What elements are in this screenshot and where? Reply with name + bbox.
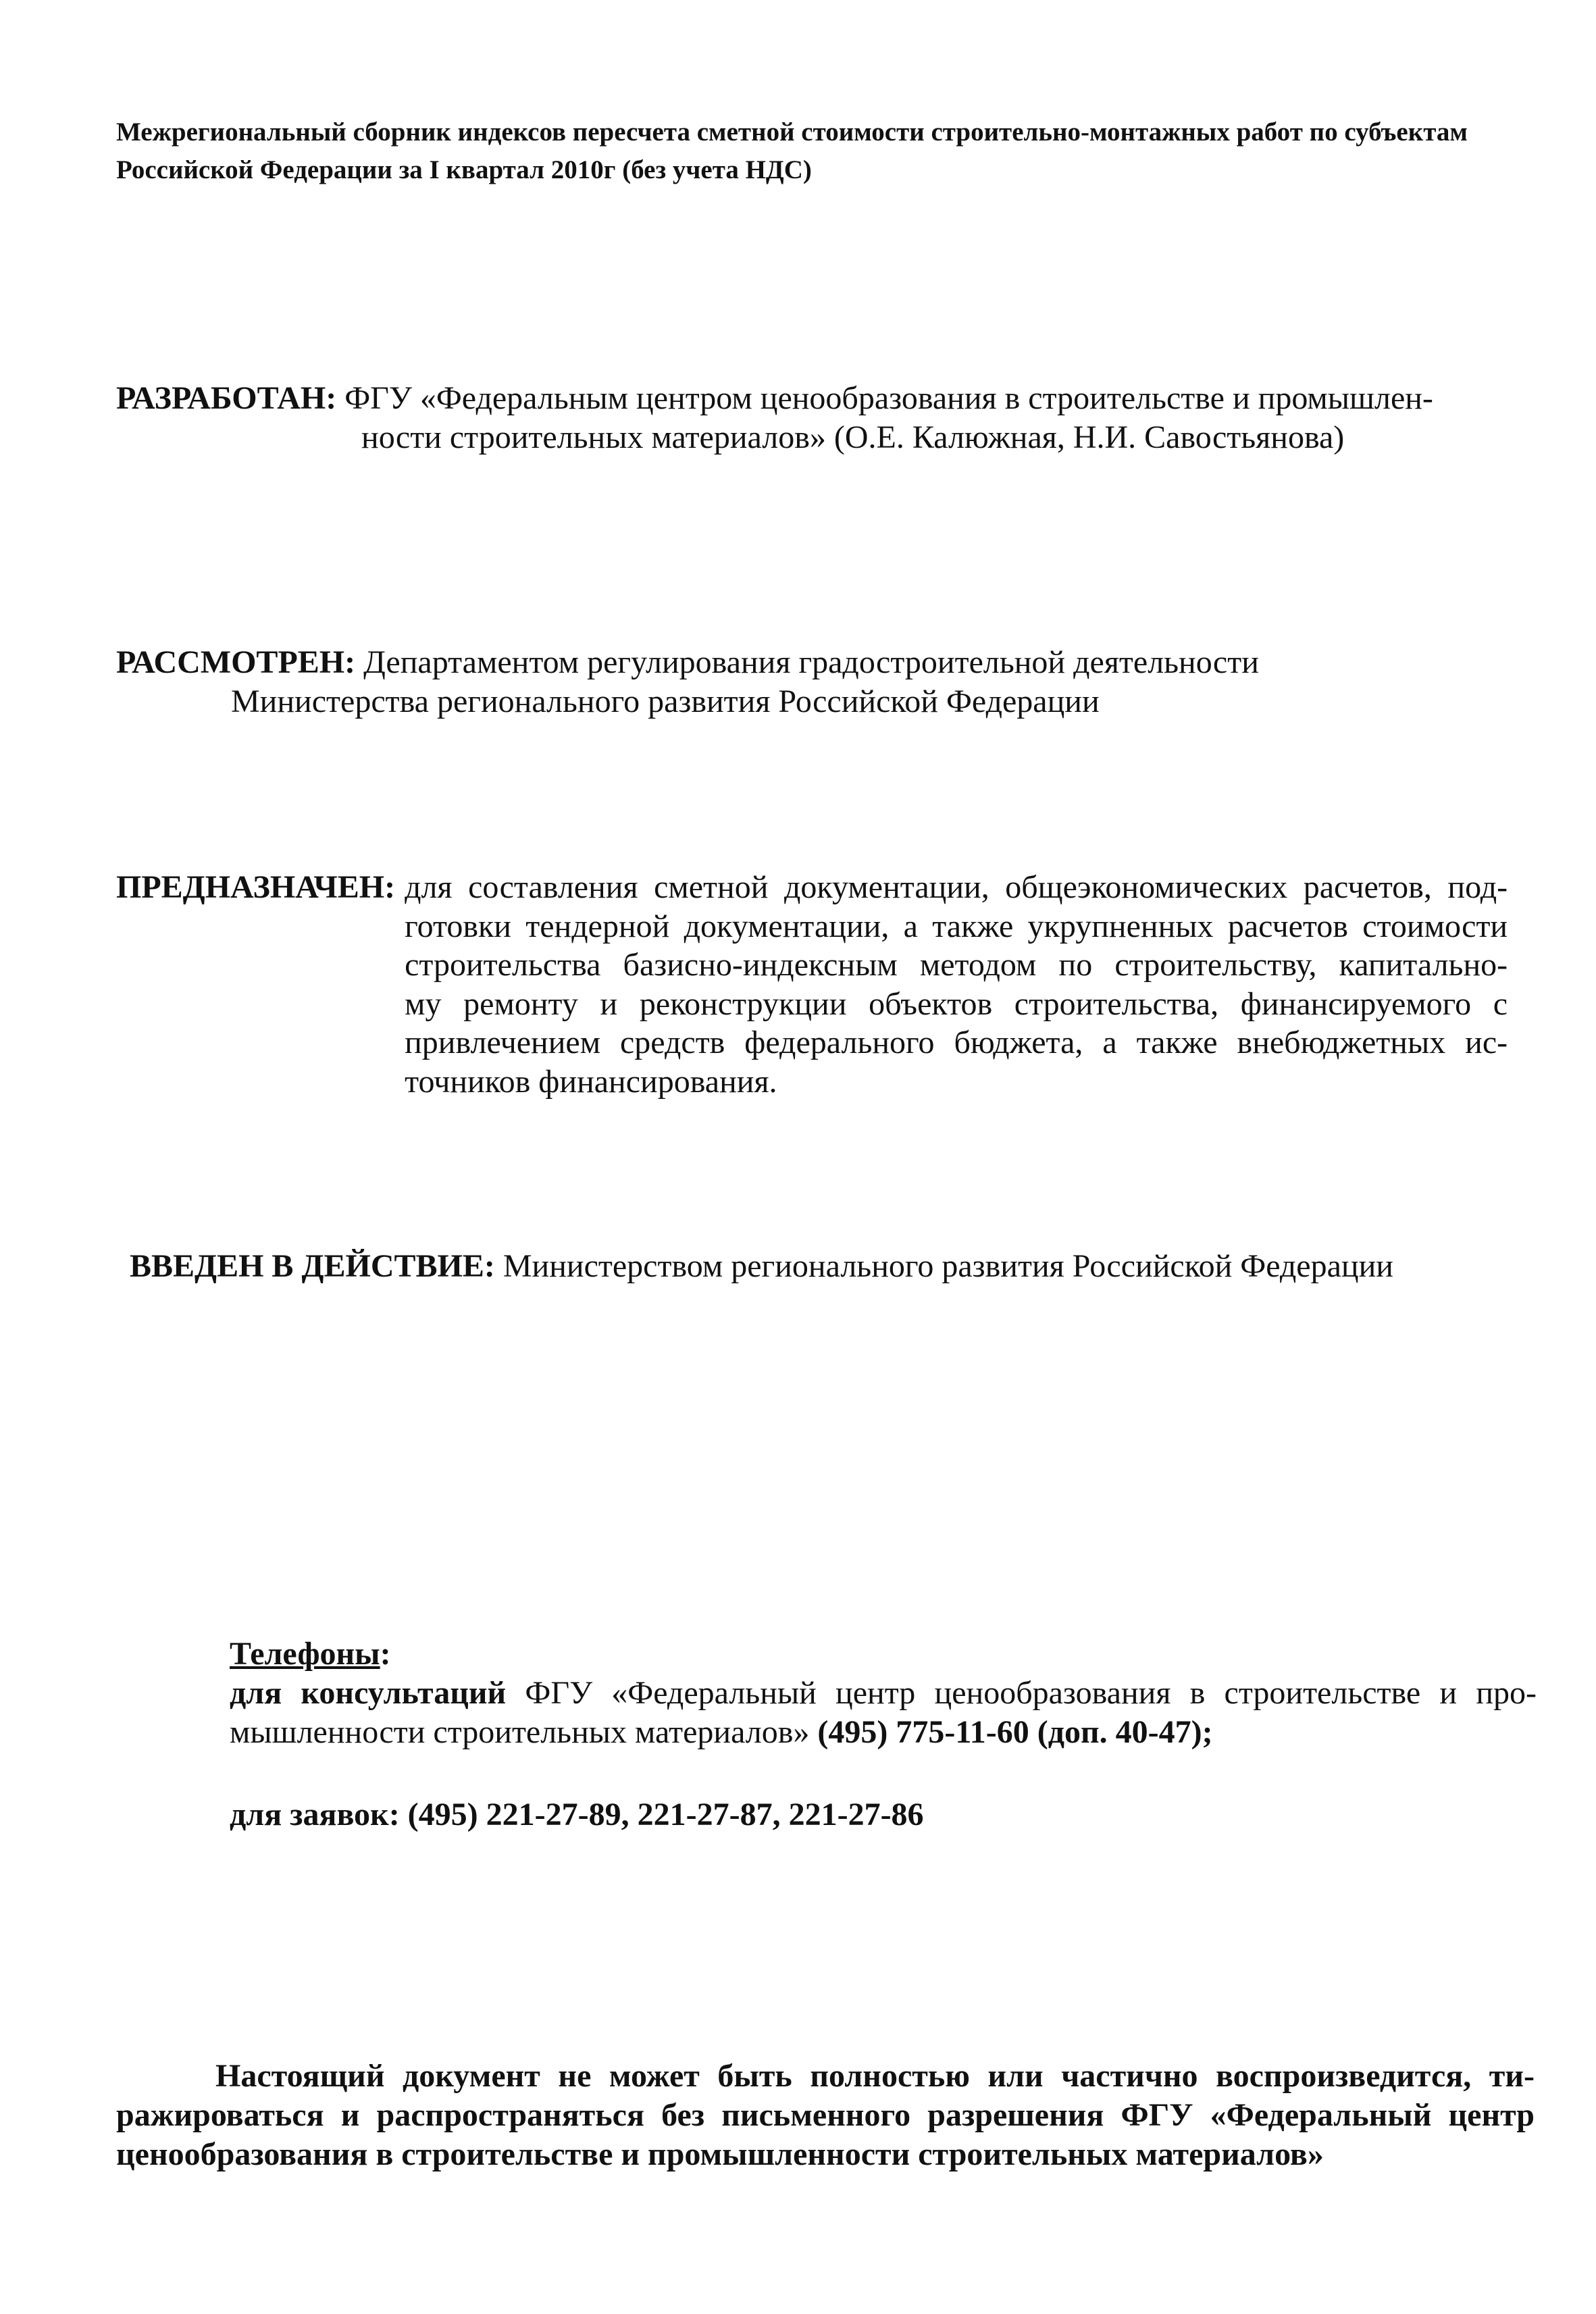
purpose-line: готовки тендерной документации, а также укрупненных расчетов стоимости	[405, 908, 1508, 944]
enacted-text: Министерством регионального развития Российской Федерации	[494, 1248, 1393, 1284]
purpose-section	[116, 868, 1535, 1101]
phones-title: Телефоны	[230, 1636, 380, 1672]
consult-label: для консультаций	[230, 1675, 507, 1711]
orders-phones: (495) 221-27-89, 221-27-87, 221-27-86	[407, 1797, 924, 1832]
consult-line-2-text: мышленности строительных материалов»	[230, 1714, 818, 1750]
notice-line-2: ражироваться и распространяться без письменного разрешения ФГУ «Федеральный центр	[116, 2097, 1535, 2133]
consult-text: ФГУ «Федеральный центр ценообразования в строительстве и про-	[506, 1675, 1537, 1711]
developed-line-1	[116, 379, 1535, 418]
enacted-label: ВВЕДЕН В ДЕЙСТВИЕ:	[130, 1248, 495, 1284]
consult-line-1	[230, 1674, 1537, 1713]
phones-title-colon: :	[380, 1636, 391, 1672]
enacted-section	[130, 1247, 1548, 1286]
developed-line-2: ности строительных материалов» (О.Е. Калюжная, Н.И. Савостьянова)	[361, 419, 1345, 455]
phones-section	[230, 1635, 1537, 1834]
developed-section	[116, 379, 1535, 457]
orders-line	[230, 1795, 1537, 1834]
reviewed-section	[116, 643, 1535, 721]
phones-title-line	[230, 1635, 1537, 1674]
notice-line-3: ценообразования в строительстве и промышленности строительных материалов»	[116, 2136, 1324, 2172]
copyright-notice	[116, 2057, 1535, 2174]
orders-label: для заявок:	[230, 1797, 408, 1832]
developed-text: ФГУ «Федеральным центром ценообразования в строительстве и промышлен-	[336, 380, 1433, 416]
purpose-label: ПРЕДНАЗНАЧЕН:	[116, 869, 396, 905]
consult-line-2	[230, 1713, 1537, 1752]
reviewed-text: Департаментом регулирования градостроительной деятельности	[355, 644, 1259, 680]
purpose-line: привлечением средств федерального бюджета, а также внебюджетных ис-	[405, 1025, 1508, 1060]
reviewed-line-2: Министерства регионального развития Российской Федерации	[231, 684, 1100, 719]
purpose-line: му ремонту и реконструкции объектов строительства, финансируемого с	[405, 985, 1508, 1022]
reviewed-label: РАССМОТРЕН:	[116, 644, 356, 680]
purpose-text	[405, 868, 1508, 1101]
header-line-1: Межрегиональный сборник индексов пересчета сметной стоимости строительно-монтажных работ по субъектам	[116, 118, 1468, 147]
consult-phone: (495) 775-11-60 (доп. 40-47);	[817, 1714, 1213, 1750]
header-line-2: Российской Федерации за I квартал 2010г (без учета НДС)	[116, 155, 812, 184]
purpose-line: точников финансирования.	[405, 1063, 777, 1100]
developed-label: РАЗРАБОТАН:	[116, 380, 337, 416]
purpose-line: строительства базисно-индексным методом по строительству, капитально-	[405, 947, 1508, 983]
purpose-line: для составления сметной документации, общеэкономических расчетов, под-	[405, 869, 1508, 905]
document-header	[116, 113, 1535, 189]
notice-line-1: Настоящий документ не может быть полностью или частично воспроизведится, ти-	[215, 2058, 1535, 2094]
reviewed-line-1	[116, 643, 1535, 682]
enacted-line	[130, 1247, 1548, 1286]
